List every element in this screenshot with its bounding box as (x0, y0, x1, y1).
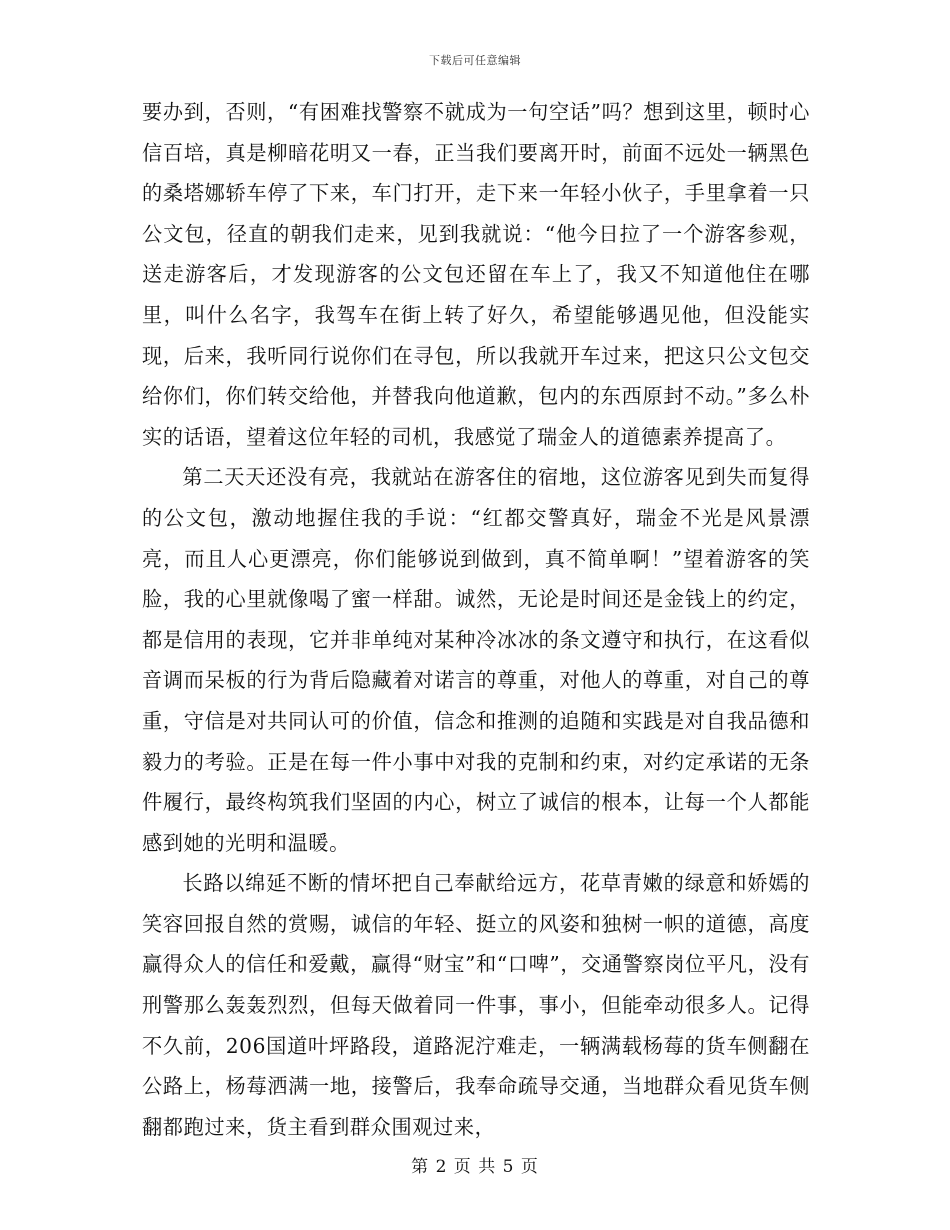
paragraph-1: 要办到，否则，“有困难找警察不就成为一句空话”吗？想到这里，顿时心信百培，真是柳暗花明又一春，正当我们要离开时，前面不远处一辆黑色的桑塔娜轿车停了下来，车门打开，走下来一年轻小伙子，手里拿着一只公文包，径直的朝我们走来，见到我就说：“他今日拉了一个游客参观，送走游客后，才发现游客的公文包还留在车上了，我又不知道他住在哪里，叫什么名字，我驾车在街上转了好久，希望能够遇见他，但没能实现，后来，我听同行说你们在寻包，所以我就开车过来，把这只公文包交给你们，你们转交给他，并替我向他道歉，包内的东西原封不动。”多么朴实的话语，望着这位年轻的司机，我感觉了瑞金人的道德素养提高了。 (142, 100, 810, 449)
document-body (142, 92, 810, 1147)
paragraph-3: 长路以绵延不断的情坏把自己奉献给远方，花草青嫩的绿意和娇嫣的笑容回报自然的赏赐，诚信的年轻、挺立的风姿和独树一帜的道德，高度赢得众人的信任和爱戴，赢得“财宝”和“口啤”，交通警察岗位平凡，没有刑警那么轰轰烈烈，但每天做着同一件事，事小，但能牵动很多人。记得不久前，206国道叶坪路段，道路泥泞难走，一辆满载杨莓的货车侧翻在公路上，杨莓洒满一地，接警后，我奉命疏导交通，当地群众看见货车侧翻都跑过来，货主看到群众围观过来， (142, 871, 810, 1139)
paragraph-2: 第二天天还没有亮，我就站在游客住的宿地，这位游客见到失而复得的公文包，激动地握住我的手说：“红都交警真好，瑞金不光是风景漂亮，而且人心更漂亮，你们能够说到做到，真不简单啊！”望着游客的笑脸，我的心里就像喝了蜜一样甜。诚然，无论是时间还是金钱上的约定，都是信用的表现，它并非单纯对某种冷冰冰的条文遵守和执行，在这看似音调而呆板的行为背后隐藏着对诺言的尊重，对他人的尊重，对自己的尊重，守信是对共同认可的价值，信念和推测的追随和实践是对自我品德和毅力的考验。正是在每一件小事中对我的克制和约束，对约定承诺的无条件履行，最终构筑我们坚固的内心，树立了诚信的根本，让每一个人都能感到她的光明和温暖。 (142, 465, 810, 855)
page-footer: 第 2 页 共 5 页 (411, 1157, 539, 1177)
page-header: 下载后可任意编辑 (429, 54, 521, 67)
